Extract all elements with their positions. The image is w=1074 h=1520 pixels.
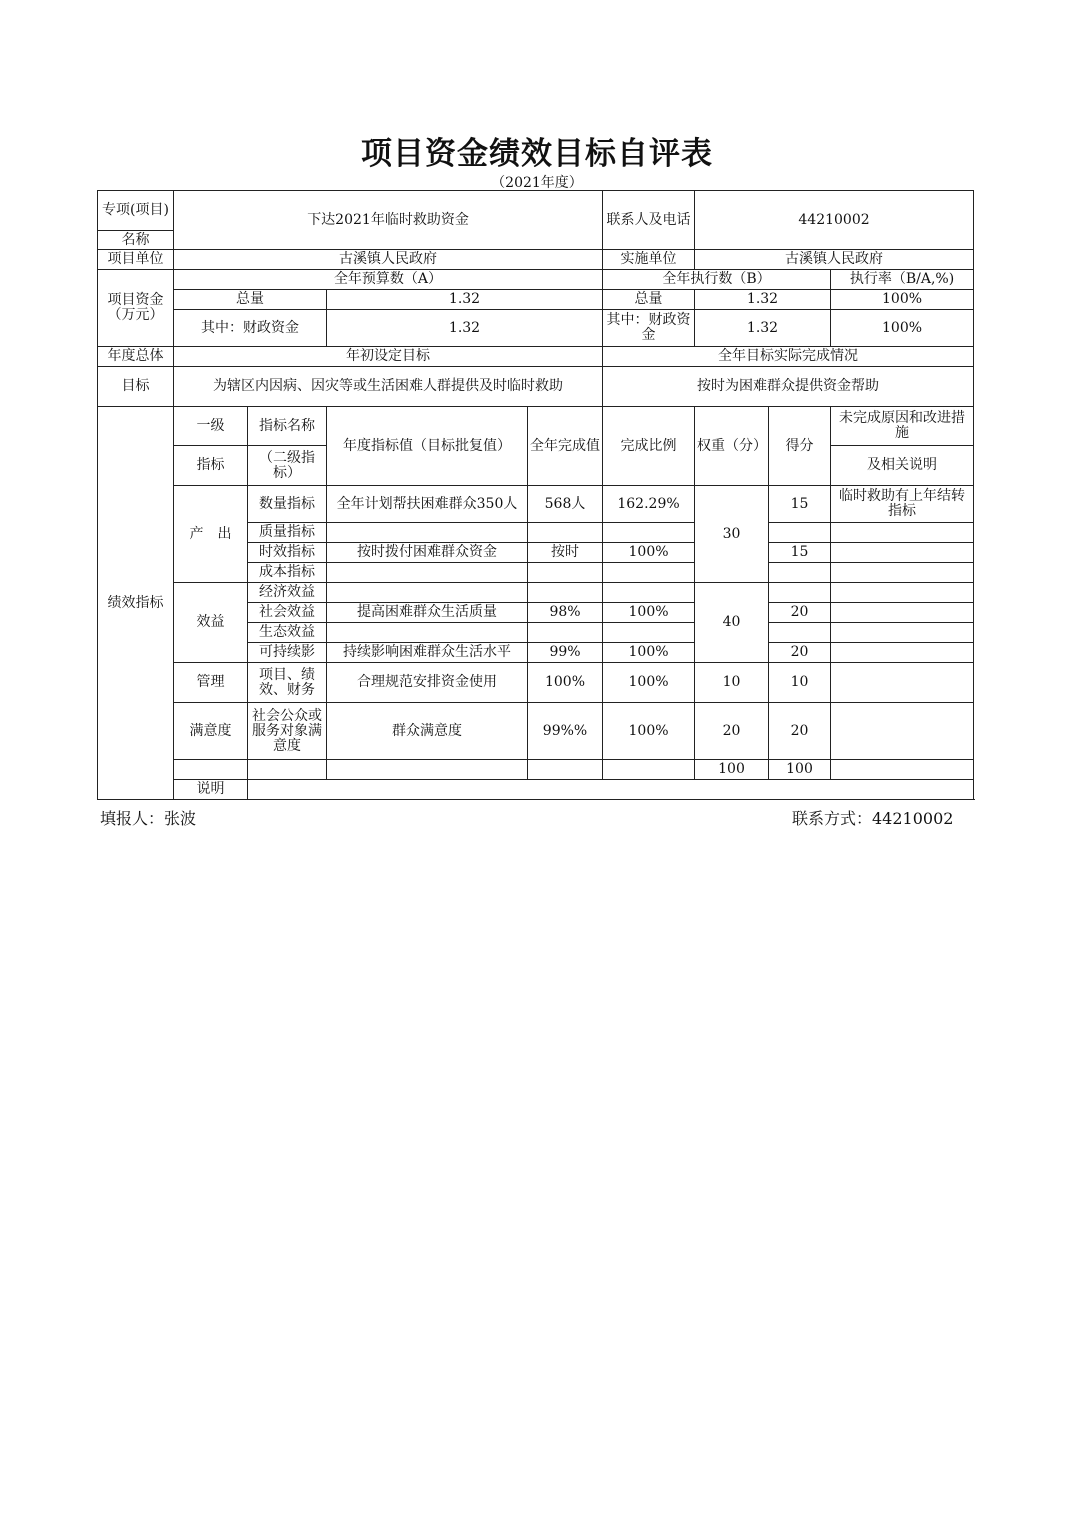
total-weight: 100 [695, 760, 769, 780]
header-target: 年度指标值（目标批复值） [327, 407, 528, 486]
empty-cell [603, 760, 695, 780]
row-score [769, 523, 831, 543]
header-name-2: （二级指标） [248, 446, 327, 486]
row-reason [831, 563, 974, 583]
row-actual: 98% [528, 603, 603, 623]
row-reason [831, 583, 974, 603]
project-name-label: 专项(项目) [98, 191, 174, 231]
row-target: 持续影响困难群众生活水平 [327, 643, 528, 663]
mgmt-level1: 管理 [174, 663, 248, 703]
rate-header: 执行率（B/A,%) [831, 270, 974, 290]
project-name-label-2: 名称 [98, 231, 174, 250]
empty-cell [248, 760, 327, 780]
empty-cell [831, 760, 974, 780]
mgmt-reason [831, 663, 974, 703]
empty-cell [174, 760, 248, 780]
empty-cell [327, 760, 528, 780]
row-target [327, 623, 528, 643]
row-reason [831, 643, 974, 663]
header-score: 得分 [769, 407, 831, 486]
row-actual [528, 523, 603, 543]
goal-actual-text: 按时为困难群众提供资金帮助 [603, 367, 974, 407]
output-label: 产 出 [174, 486, 248, 583]
row-score: 20 [769, 603, 831, 623]
row-actual [528, 563, 603, 583]
row-score [769, 623, 831, 643]
benefit-weight: 40 [695, 583, 769, 663]
row-ratio [603, 523, 695, 543]
impl-unit: 古溪镇人民政府 [695, 250, 974, 270]
table-row [98, 703, 974, 760]
row-target [327, 563, 528, 583]
mgmt-score: 10 [769, 663, 831, 703]
sat-weight: 20 [695, 703, 769, 760]
table-row [98, 486, 974, 523]
row-actual [528, 623, 603, 643]
page-title: 项目资金绩效目标自评表 [361, 136, 713, 172]
row-actual: 按时 [528, 543, 603, 563]
sat-actual: 99%% [528, 703, 603, 760]
row-ratio [603, 583, 695, 603]
sat-score: 20 [769, 703, 831, 760]
row-target: 按时拨付困难群众资金 [327, 543, 528, 563]
sat-target: 群众满意度 [327, 703, 528, 760]
output-weight: 30 [695, 486, 769, 583]
row-name: 质量指标 [248, 523, 327, 543]
total-score: 100 [769, 760, 831, 780]
goal-set-text: 为辖区内因病、因灾等或生活困难人群提供及时临时救助 [174, 367, 603, 407]
row-actual: 99% [528, 643, 603, 663]
reporter: 填报人：张波 [100, 809, 197, 828]
row-target: 提高困难群众生活质量 [327, 603, 528, 623]
goal-label-a: 年度总体 [98, 347, 174, 367]
row-target [327, 523, 528, 543]
row-score: 20 [769, 643, 831, 663]
footer-contact: 联系方式：44210002 [792, 809, 954, 828]
row-ratio [603, 623, 695, 643]
table-row [98, 583, 974, 603]
header-name: 指标名称 [248, 407, 327, 446]
fiscal-b: 1.32 [695, 310, 831, 347]
row-ratio: 100% [603, 603, 695, 623]
impl-unit-label: 实施单位 [603, 250, 695, 270]
header-reason-2: 及相关说明 [831, 446, 974, 486]
sat-reason [831, 703, 974, 760]
row-ratio: 100% [603, 543, 695, 563]
mgmt-actual: 100% [528, 663, 603, 703]
table-row [98, 663, 974, 703]
total-label-b: 总量 [603, 290, 695, 310]
row-name: 生态效益 [248, 623, 327, 643]
exec-header: 全年执行数（B） [603, 270, 831, 290]
project-unit-label: 项目单位 [98, 250, 174, 270]
page-subtitle: （2021年度） [491, 175, 583, 191]
row-target [327, 583, 528, 603]
note-content [248, 780, 974, 800]
row-score: 15 [769, 486, 831, 523]
row-ratio: 162.29% [603, 486, 695, 523]
row-reason [831, 603, 974, 623]
row-ratio: 100% [603, 643, 695, 663]
row-reason [831, 523, 974, 543]
total-label-a: 总量 [174, 290, 327, 310]
total-rate: 100% [831, 290, 974, 310]
sat-name: 社会公众或服务对象满意度 [248, 703, 327, 760]
row-name: 数量指标 [248, 486, 327, 523]
project-unit: 古溪镇人民政府 [174, 250, 603, 270]
header-ratio: 完成比例 [603, 407, 695, 486]
budget-header: 全年预算数（A） [174, 270, 603, 290]
evaluation-table [97, 190, 974, 800]
row-target: 全年计划帮扶困难群众350人 [327, 486, 528, 523]
contact-label: 联系人及电话 [603, 191, 695, 250]
row-name: 成本指标 [248, 563, 327, 583]
sat-ratio: 100% [603, 703, 695, 760]
benefit-label: 效益 [174, 583, 248, 663]
mgmt-target: 合理规范安排资金使用 [327, 663, 528, 703]
header-level1: 一级 [174, 407, 248, 446]
mgmt-ratio: 100% [603, 663, 695, 703]
row-reason [831, 623, 974, 643]
row-score [769, 583, 831, 603]
row-name: 经济效益 [248, 583, 327, 603]
contact-phone: 44210002 [695, 191, 974, 250]
row-name: 时效指标 [248, 543, 327, 563]
mgmt-name: 项目、绩效、财务 [248, 663, 327, 703]
total-a: 1.32 [327, 290, 603, 310]
row-actual [528, 583, 603, 603]
mgmt-weight: 10 [695, 663, 769, 703]
header-actual: 全年完成值 [528, 407, 603, 486]
fiscal-label-b: 其中：财政资金 [603, 310, 695, 347]
row-actual: 568人 [528, 486, 603, 523]
indicators-section-label: 绩效指标 [98, 407, 174, 800]
fiscal-label-a: 其中：财政资金 [174, 310, 327, 347]
row-ratio [603, 563, 695, 583]
fiscal-rate: 100% [831, 310, 974, 347]
total-b: 1.32 [695, 290, 831, 310]
totals-row [98, 760, 974, 780]
row-name: 可持续影 [248, 643, 327, 663]
header-weight: 权重（分） [695, 407, 769, 486]
sat-level1: 满意度 [174, 703, 248, 760]
header-level1-2: 指标 [174, 446, 248, 486]
row-name: 社会效益 [248, 603, 327, 623]
funds-label: 项目资金（万元） [98, 270, 174, 347]
header-reason: 未完成原因和改进措施 [831, 407, 974, 446]
row-reason [831, 543, 974, 563]
goal-label-b: 目标 [98, 367, 174, 407]
row-score: 15 [769, 543, 831, 563]
empty-cell [528, 760, 603, 780]
fiscal-a: 1.32 [327, 310, 603, 347]
goal-actual-header: 全年目标实际完成情况 [603, 347, 974, 367]
note-label: 说明 [174, 780, 248, 800]
project-name: 下达2021年临时救助资金 [174, 191, 603, 250]
goal-set-header: 年初设定目标 [174, 347, 603, 367]
row-score [769, 563, 831, 583]
row-reason: 临时救助有上年结转指标 [831, 486, 974, 523]
